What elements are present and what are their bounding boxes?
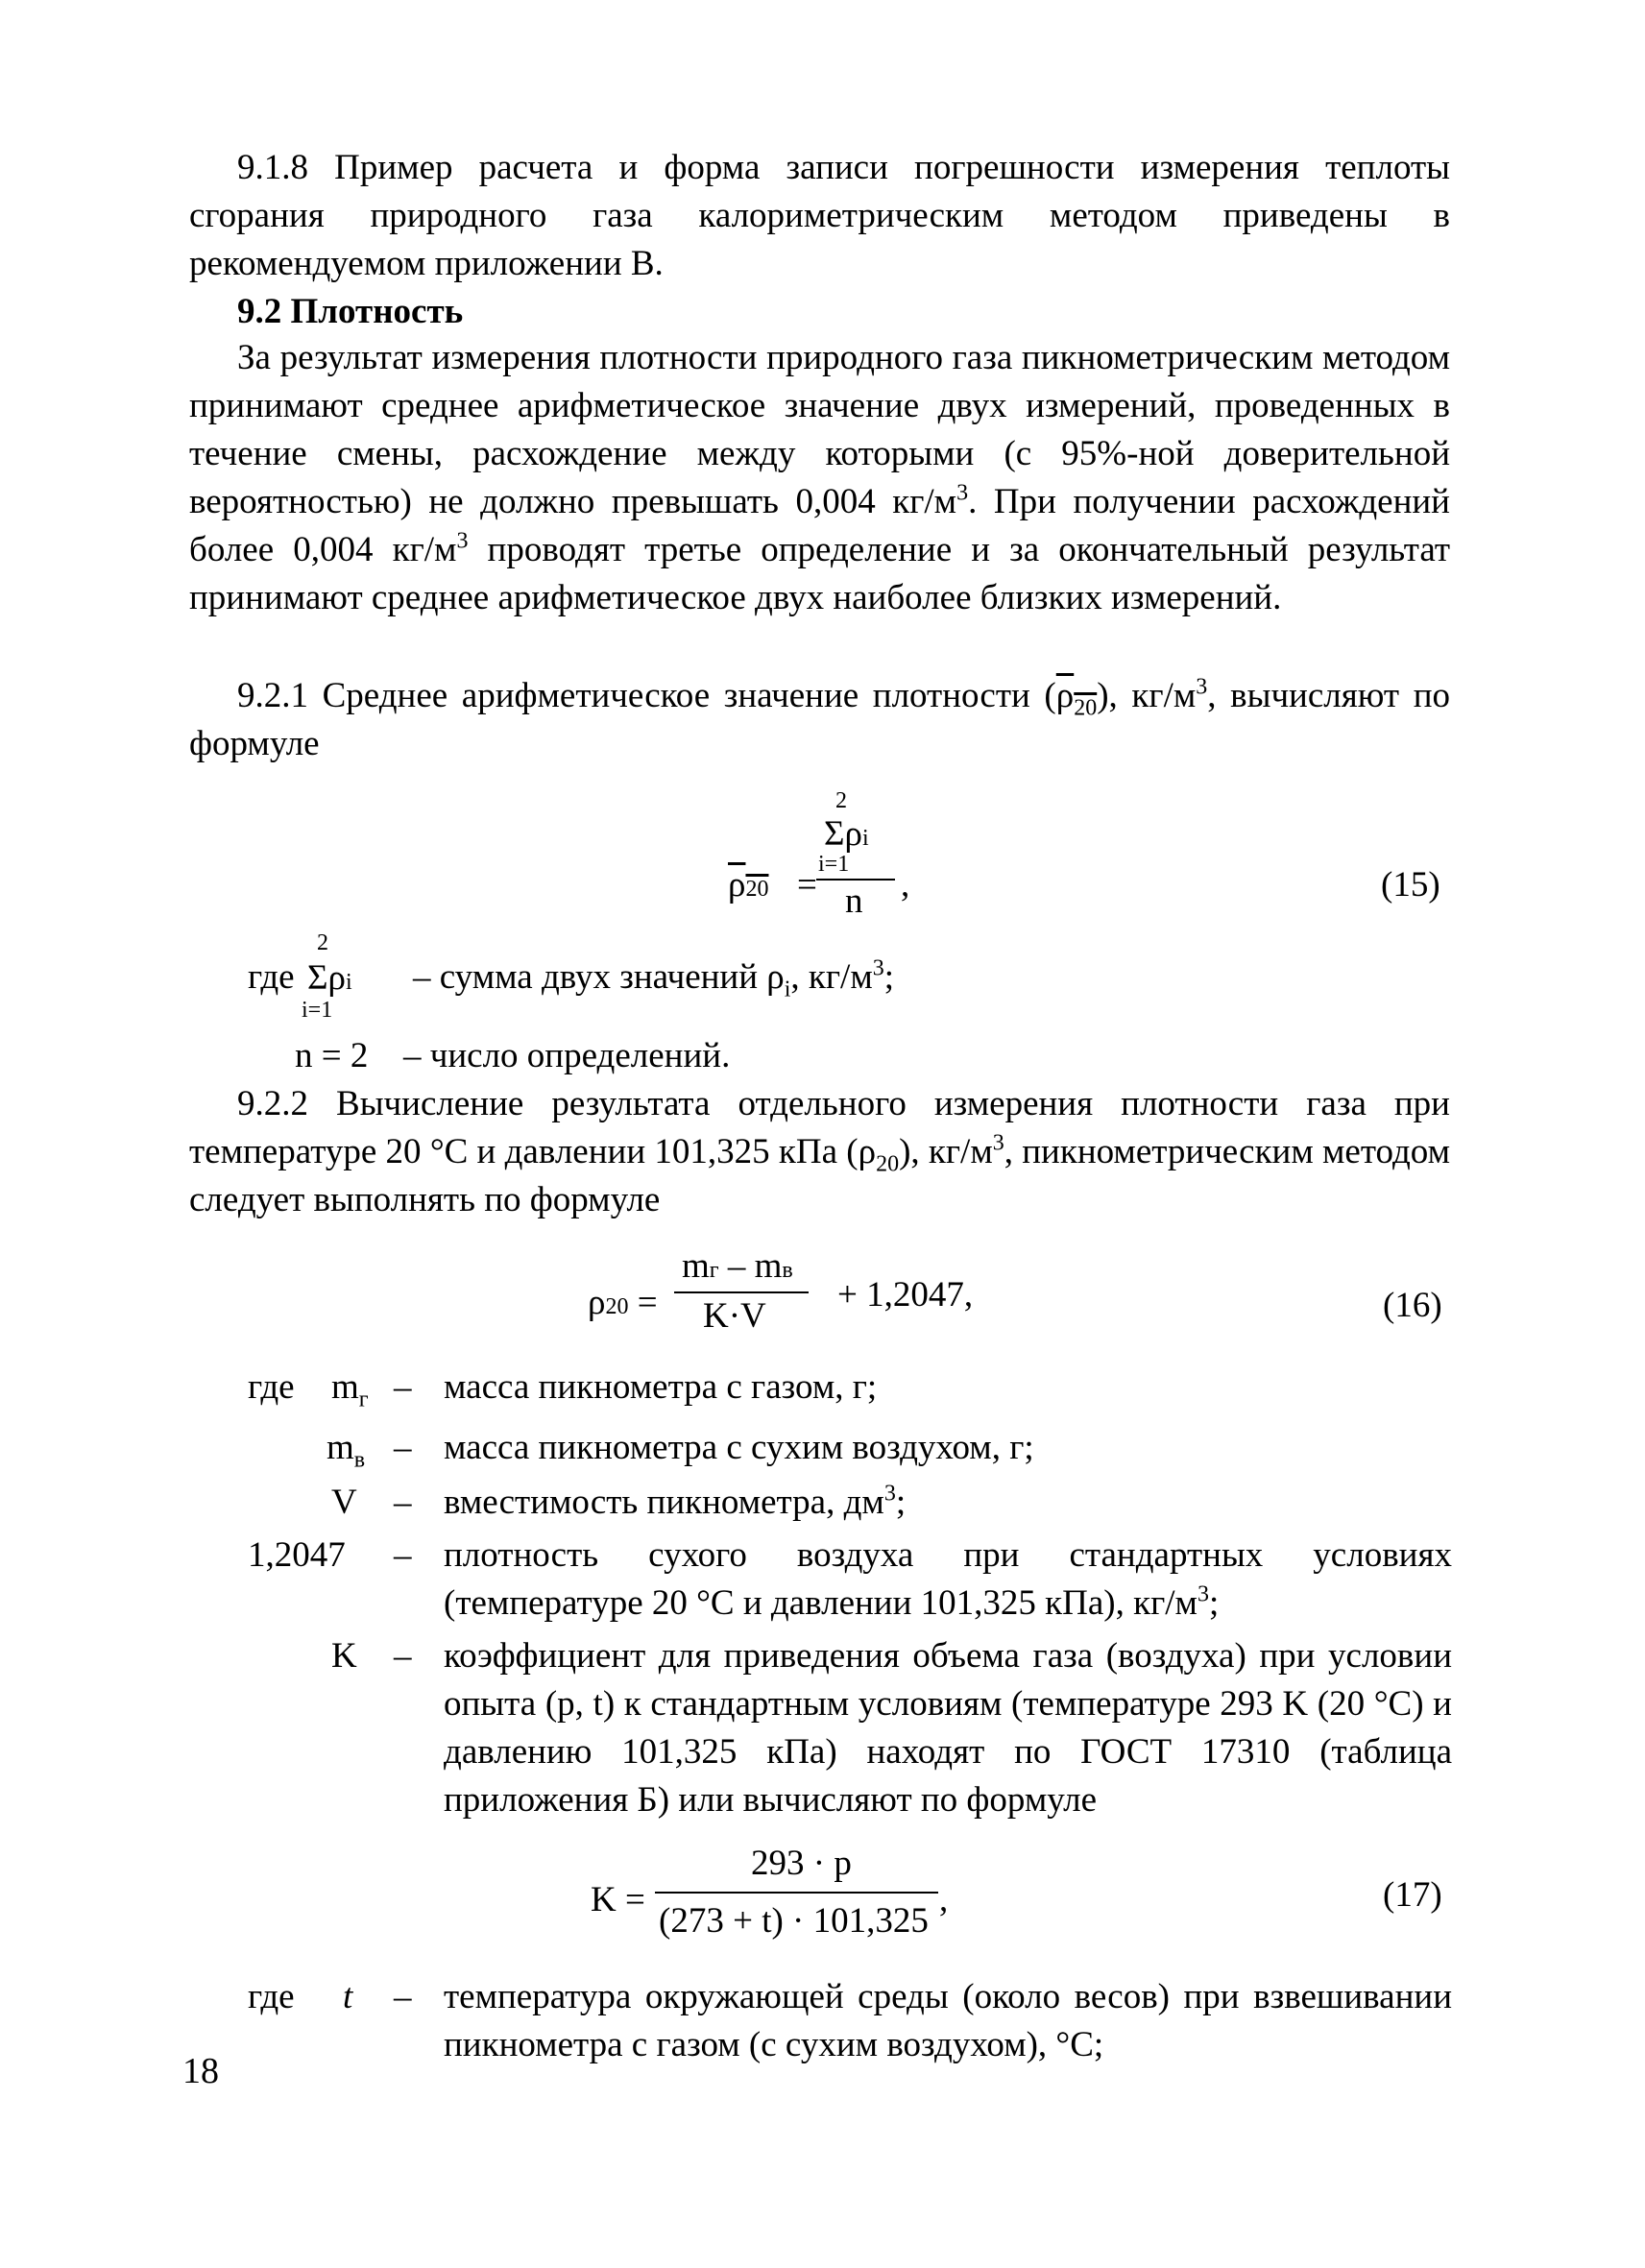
where16-1-2047-desc: плотность сухого воздуха при стандартных условиях (температуре 20 °С и давлении 101,325 кПа), $кг/м^3$;: [444, 1535, 1452, 1623]
where17-dash: –: [394, 1977, 412, 2016]
where-label: где: [248, 1367, 295, 1407]
where-label: где: [248, 1977, 295, 2016]
paragraph-9-1-8: [189, 144, 1450, 288]
where-label: где: [248, 957, 295, 997]
where16-K-desc: коэффициент для приведения объема газа (воздуха) при условии опыта (p, t) к стандартным условиям (температуре 293 K (20 °С) и давлению 101,325 кПа) находят по ГОСТ 17310 (таблица приложения Б) или вычисляют по формуле: [444, 1636, 1452, 1820]
f15-comma: ,: [901, 865, 910, 905]
where17-desc: температура окружающей среды (около весов) при взвешивании пикнометра с газом (с сухим воздухом), °С;: [444, 1977, 1452, 2064]
f16-lhs: ρ20 =: [588, 1283, 658, 1322]
superscript: 3: [956, 480, 969, 506]
f15-lhs: ρ20: [728, 865, 769, 905]
formula-number-15: (15): [1381, 865, 1440, 905]
where15-n-lhs: n = 2: [295, 1036, 369, 1075]
where16-dash: –: [394, 1367, 412, 1407]
where15-upper: 2: [317, 930, 328, 955]
paragraph-text: За результат измерения плотности природного газа пикнометрическим методом принимают среднее арифметическое значение двух измерений, проведенных в течение смены, расхождение между которыми (с 95%-ной доверительной вероятностью) не должно превышать 0,004 кг/м: [189, 338, 1450, 521]
f15-equals: =: [797, 865, 817, 905]
paragraph-text: ), кг/м: [1097, 676, 1197, 715]
where16-1-2047: 1,2047: [248, 1535, 346, 1575]
formula-number-17: (17): [1383, 1875, 1442, 1915]
f17-lhs: K =: [591, 1880, 645, 1919]
paragraph-text: , вычисляют по формуле: [189, 676, 1450, 763]
where16-V: V: [331, 1483, 357, 1522]
f16-fraction-bar: [674, 1291, 809, 1293]
f15-lower-limit: i=1: [818, 852, 850, 877]
where15-n-desc: – число определений.: [403, 1036, 731, 1075]
paragraph-9-2-2: 9.2.2 Вычисление результата отдельного измерения плотности газа при температуре 20 °С и давлении 101,325 кПа $(\rho_{20})$, $кг/м^3$, пикнометрическим методом следует выполнять по формуле: [189, 1084, 1451, 1219]
paragraph-9-2: [189, 334, 1450, 622]
paragraph-text: 9.2.1 Среднее арифметическое значение плотности (: [237, 676, 1056, 715]
f16-denominator: K·V: [703, 1296, 766, 1336]
formula-number-16: (16): [1383, 1286, 1442, 1325]
f17-fraction-bar: [655, 1892, 938, 1894]
f15-sigma: Σρi: [824, 814, 869, 854]
f16-tail: + 1,2047,: [837, 1275, 974, 1315]
f15-upper-limit: 2: [835, 788, 847, 813]
where16-V-desc: вместимость пикнометра, $дм^3$;: [444, 1481, 907, 1522]
paragraph-text: . При получении расхождений более 0,004 кг/м: [189, 482, 1450, 569]
paragraph-text: ), кг/м: [899, 1132, 993, 1171]
f15-fraction-bar: [816, 879, 895, 881]
paragraph-text: проводят третье определение и за окончательный результат принимают среднее арифметическое двух наиболее близких измерений.: [189, 530, 1450, 617]
where15-sigma: Σρi: [307, 958, 352, 998]
section-heading-9-2: 9.2 Плотность: [237, 292, 464, 331]
where16-dash: –: [394, 1428, 412, 1467]
where16-dash: –: [394, 1483, 412, 1522]
f17-comma: ,: [939, 1880, 949, 1919]
where16-dash: –: [394, 1535, 412, 1575]
paragraph-9-2-1: [189, 672, 1450, 768]
paragraph-text: , пикнометрическим методом следует выполнять по формуле: [189, 1132, 1451, 1219]
superscript: 3: [456, 528, 469, 554]
where16-mv-desc: масса пикнометра с сухим воздухом, г;: [444, 1428, 1034, 1467]
page-number: 18: [182, 2051, 219, 2091]
paragraph-text: 9.2.2 Вычисление результата отдельного измерения плотности газа при температуре 20 °С и давлении 101,325 кПа (ρ: [189, 1084, 1450, 1171]
paragraph-text: 9.1.8 Пример расчета и форма записи погрешности измерения теплоты сгорания природного газа калориметрическим методом приведены в рекомендуемом приложении В.: [189, 148, 1450, 283]
f16-numerator: mг – mв: [682, 1246, 793, 1286]
where16-mg-desc: масса пикнометра с газом, г;: [444, 1367, 878, 1407]
f15-denominator: n: [845, 881, 863, 921]
superscript: 3: [1196, 674, 1208, 700]
rho-bar-symbol: $\rho_{20}$: [1055, 676, 1098, 721]
where15-desc: – сумма двух значений $\rho_i$, $кг/м^3$;: [413, 955, 895, 1002]
where16-mv: $m_в$: [327, 1428, 366, 1473]
where17-t: t: [343, 1977, 353, 2016]
where16-dash: –: [394, 1636, 412, 1676]
where16-K: K: [331, 1636, 357, 1676]
where15-lower: i=1: [302, 998, 333, 1023]
f17-denominator: (273 + t) · 101,325: [659, 1901, 929, 1941]
where16-mg: $m_г$: [331, 1367, 369, 1412]
f17-numerator: 293 · p: [751, 1844, 852, 1883]
